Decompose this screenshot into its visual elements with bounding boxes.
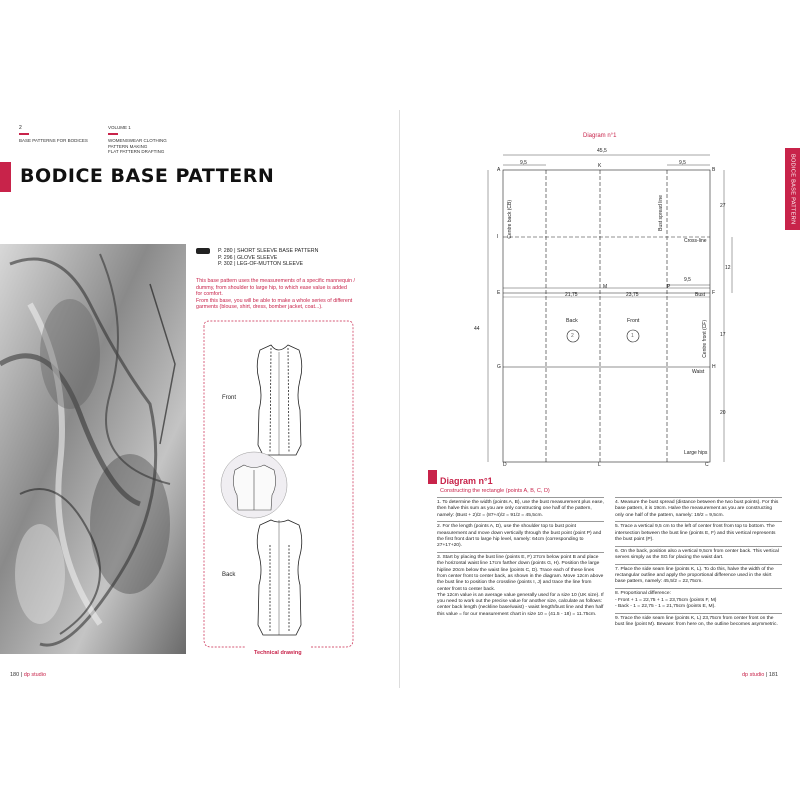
large-hips-label: Large hips: [684, 450, 708, 456]
chapter-number: 2: [19, 125, 22, 131]
chapter-section: BASE PATTERNS FOR BODICES: [19, 138, 88, 143]
right-footer: [742, 672, 778, 678]
bust-label: Bust: [695, 292, 706, 298]
brand-name: dp studio: [742, 672, 765, 678]
dim-p: 9,5: [684, 277, 691, 283]
title-accent-bar: [0, 162, 11, 192]
back-label: Back: [222, 572, 236, 578]
point-g: G: [497, 364, 501, 370]
reference-list: [218, 248, 318, 268]
center-front-label: Centre front (CF): [702, 320, 708, 358]
point-e: E: [497, 290, 501, 296]
instructions-column-2: [615, 497, 782, 631]
technical-drawing: [196, 320, 361, 655]
page-title: BODICE BASE PATTERN: [20, 165, 275, 187]
instruction-step: 4. Measure the bust spread (distance between the two bust points). For this base pattern, it is 19cm. Halve the measurement as you are constructing only one half of the pattern, namely: 19/2 = 9,5cm.: [615, 497, 782, 519]
instruction-step: 6. On the back, position also a vertical 9,5cm from center back. This vertical serves simply as the SG for placing the waist dart.: [615, 546, 782, 562]
intro-line: for comfort.: [196, 291, 223, 298]
instruction-step: 8. Proportional difference:: [615, 588, 782, 597]
dim-seg-left: 9,5: [520, 160, 527, 166]
front-piece-number: 1: [631, 333, 634, 339]
instruction-step: 1. To determine the width (points A, B), use the bust measurement plus ease, then halve this sum as you are only constructing one half of the pattern, namely: (Bust + 2)/2 = (87+4)/2 = 91/2 = 45,5cm.: [437, 497, 604, 519]
dim-top-width: 45,5: [597, 148, 607, 154]
section-title: Diagram n°1: [440, 476, 493, 486]
back-piece-number: 2: [571, 333, 574, 339]
point-m: M: [603, 284, 608, 290]
fashion-photo: [0, 244, 186, 654]
intro-line: garments (blouse, shirt, dress, bomber jacket, coat...).: [196, 304, 323, 311]
instructions-column-1: [437, 497, 604, 621]
intro-line: dummy, from shoulder to large hip, to which ease value is added: [196, 284, 347, 291]
left-footer: [10, 672, 46, 678]
reference-item: P. 280 | SHORT SLEEVE BASE PATTERN: [218, 248, 319, 254]
volume-bar: [108, 133, 118, 135]
technical-drawing-label: Technical drawing: [254, 650, 302, 656]
link-icon: [196, 248, 210, 254]
instruction-step: 7. Place the side seam line (points K, L). To do this, halve the width of the rectangular outline and apply the proportional difference used in the skirt base pattern, namely: 45,5/2 = 22,75cm.: [615, 564, 782, 586]
dim-bust-left: 21,75: [565, 292, 578, 298]
instruction-step: - Back - 1 = 22,75 - 1 = 21,75cm (points E, M).: [615, 603, 716, 609]
section-subtitle: Constructing the rectangle (points A, B, C, D): [440, 488, 550, 494]
instruction-step: 3. Start by placing the bust line (points E, F) 27cm below point B and place the horizontal waist line 17cm farther down (points G, H). Position the large hipline 20cm below the waist line (points C, D). Trace each of these lines from center front to center back, as shown in the diagram. Move 12cm above the bust line to position the crossline (points I, J) and trace the line from center front to center back.: [437, 552, 604, 593]
instruction-step: - Front + 1 = 22,75 + 1 = 23,75cm (points F, M): [615, 597, 717, 603]
page-number: 180: [10, 672, 20, 678]
volume-line-1: WOMENSWEAR CLOTHING: [108, 138, 167, 143]
pattern-diagram: [470, 145, 745, 475]
point-h: H: [712, 364, 716, 370]
intro-line: From this base, you will be able to make a whole series of different: [196, 297, 353, 304]
instruction-step: 5. Trace a vertical 9,5 cm to the left of center front from top to bottom. The intersection between the bust line (points E, F) and this vertical represents the bust point (P).: [615, 521, 782, 543]
side-tab: BODICE BASE PATTERN: [785, 148, 800, 230]
volume-line-2: PATTERN MAKING: [108, 143, 148, 149]
section-accent-bar: [428, 470, 437, 484]
dim-right-27: 27: [720, 203, 726, 209]
front-piece-label: Front: [627, 318, 640, 324]
dim-bust-right: 23,75: [626, 292, 639, 298]
point-f: F: [712, 290, 716, 296]
point-l: L: [598, 462, 601, 468]
dim-right-12: 12: [725, 265, 731, 271]
footer-separator: |: [765, 672, 769, 678]
instruction-step: 2. For the length (points A, D), use the shoulder top to bust point measurement and move down vertically through the bust point (point P) and the first front dart to large hip level, namely: 64cm (corresponding to 27+17+20).: [437, 521, 604, 549]
footer-separator: |: [20, 672, 24, 678]
page-spine: [399, 110, 400, 688]
volume-line-3: FLAT PATTERN DRAFTING: [108, 149, 165, 154]
brand-name: dp studio: [23, 672, 47, 678]
intro-text: [196, 278, 376, 311]
instruction-note: The 12cm value is an average value generally used for a size 10 (UK size). If you need to work out the precise value for another size, calculate as follows: center back length (neckline base/waist) - waist length/bust line and then half this value = for our measurement chart in size 10 = (41.5 - 18) = 11.75cm.: [437, 592, 604, 617]
bust-spread-label: Bust spread line: [658, 195, 664, 231]
cross-line-label: Cross-line: [684, 238, 707, 244]
point-a: A: [497, 167, 501, 173]
point-i: I: [497, 234, 499, 240]
dim-right-17: 17: [720, 332, 726, 338]
instruction-step: 9. Trace the side seam line (points K, L) 23,75cm from center front on the bust line (point M). Beware: from here on, the outline becomes asymmetric.: [615, 613, 782, 629]
dim-seg-right: 9,5: [679, 160, 686, 166]
point-p: P: [667, 284, 671, 290]
page-number: 181: [768, 672, 779, 678]
point-k: K: [598, 163, 602, 169]
reference-item: P. 302 | LEG-OF-MUTTON SLEEVE: [218, 261, 304, 268]
diagram-title: Diagram n°1: [583, 133, 617, 139]
front-label: Front: [222, 395, 237, 401]
dim-right-20: 20: [720, 410, 726, 416]
point-b: B: [712, 167, 716, 173]
back-piece-label: Back: [566, 318, 578, 324]
intro-line: This base pattern uses the measurements of a specific mannequin /: [196, 278, 355, 284]
waist-label: Waist: [692, 369, 705, 375]
point-d: D: [503, 462, 507, 468]
chapter-bar: [19, 133, 29, 135]
volume-label: VOLUME 1: [108, 125, 131, 130]
point-c: C: [705, 462, 709, 468]
center-back-label: Centre back (CB): [507, 200, 513, 239]
technical-drawing-frame: [196, 320, 361, 655]
dim-left-height: 44: [474, 326, 480, 332]
reference-item: P. 296 | GLOVE SLEEVE: [218, 254, 278, 261]
